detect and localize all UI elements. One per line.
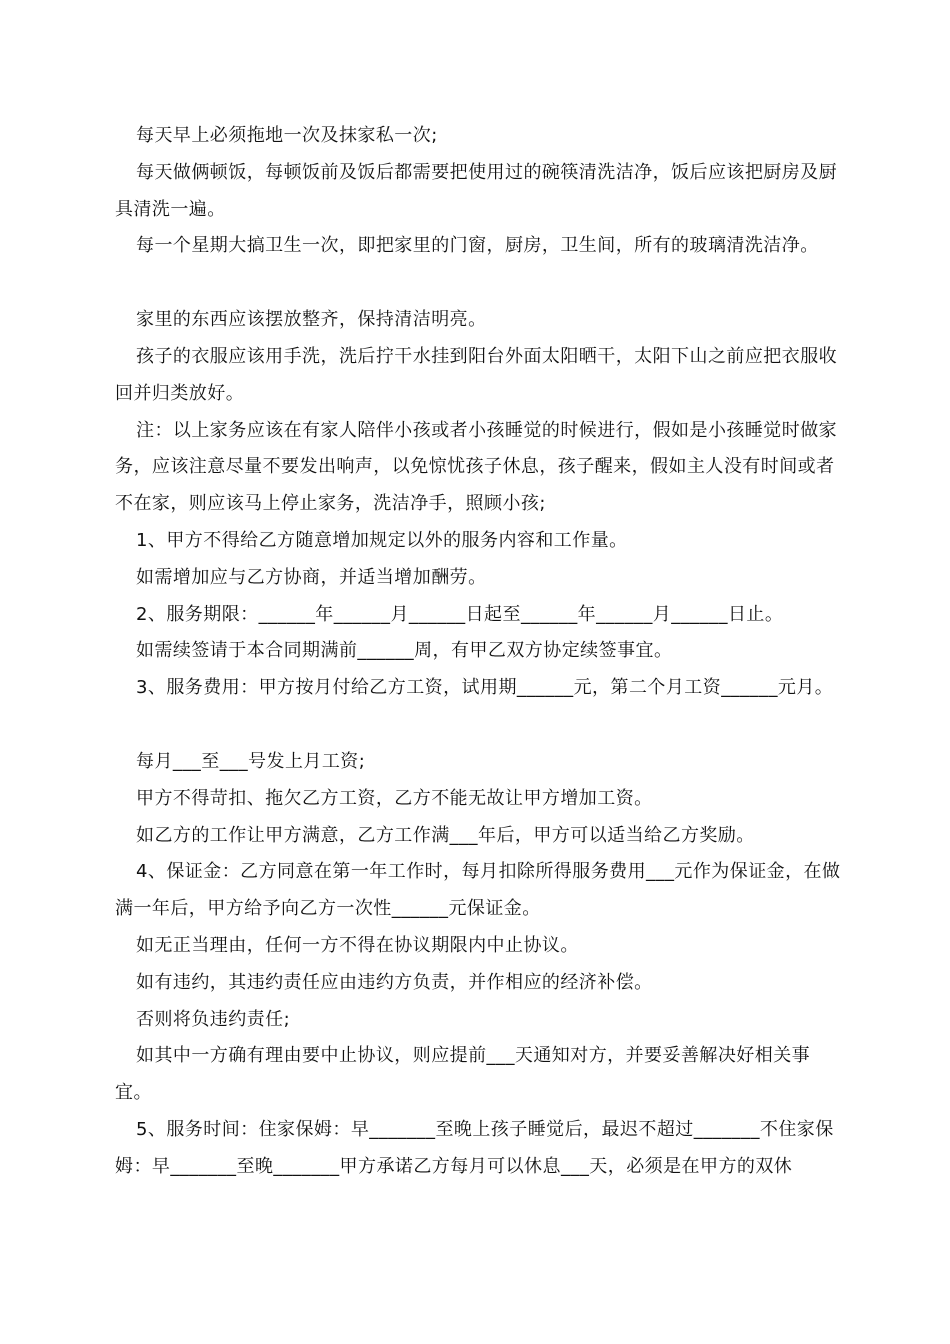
- paragraph: 4、保证金：乙方同意在第一年工作时，每月扣除所得服务费用___元作为保证金，在做满一年后，甲方给予向乙方一次性______元保证金。: [115, 861, 841, 920]
- paragraph: 如需续签请于本合同期满前______周，有甲乙双方协定续签事宜。: [136, 640, 673, 662]
- document-body: [115, 118, 845, 1186]
- paragraph: 每天早上必须拖地一次及抹家私一次;: [136, 125, 438, 146]
- paragraph: 5、服务时间：住家保姆：早_______至晚上孩子睡觉后，最迟不超过_______不住家保姆：早_______至晚_______甲方承诺乙方每月可以休息___天，必须是在甲方的双休: [115, 1118, 834, 1177]
- paragraph: 如乙方的工作让甲方满意，乙方工作满___年后，甲方可以适当给乙方奖励。: [136, 824, 755, 846]
- paragraph: 如需增加应与乙方协商，并适当增加酬劳。: [136, 566, 487, 588]
- paragraph: 注：以上家务应该在有家人陪伴小孩或者小孩睡觉的时候进行，假如是小孩睡觉时做家务，应该注意尽量不要发出响声，以免惊忧孩子休息，孩子醒来，假如主人没有时间或者不在家，则应该马上停止家务，洗洁净手，照顾小孩;: [115, 419, 838, 515]
- paragraph: 孩子的衣服应该用手洗，洗后拧干水挂到阳台外面太阳晒干，太阳下山之前应把衣服收回并归类放好。: [115, 345, 838, 404]
- paragraph: 2、服务期限：______年______月______日起至______年______月______日止。: [136, 603, 784, 625]
- paragraph: 如有违约，其违约责任应由违约方负责，并作相应的经济补偿。: [136, 971, 653, 993]
- paragraph: 如无正当理由，任何一方不得在协议期限内中止协议。: [136, 934, 579, 956]
- paragraph: 3、服务费用：甲方按月付给乙方工资，试用期______元，第二个月工资______元月。: [136, 677, 834, 699]
- paragraph: 家里的东西应该摆放整齐，保持清洁明亮。: [136, 309, 487, 331]
- paragraph: 如其中一方确有理由要中止协议，则应提前___天通知对方，并要妥善解决好相关事宜。: [115, 1045, 811, 1104]
- paragraph-spacer: [115, 707, 845, 744]
- paragraph: 甲方不得苛扣、拖欠乙方工资，乙方不能无故让甲方增加工资。: [136, 787, 653, 809]
- paragraph: 否则将负违约责任;: [136, 1008, 291, 1030]
- paragraph-spacer: [115, 265, 845, 302]
- paragraph: 每一个星期大搞卫生一次，即把家里的门窗，厨房，卫生间，所有的玻璃清洗洁净。: [136, 235, 819, 257]
- paragraph: 1、甲方不得给乙方随意增加规定以外的服务内容和工作量。: [136, 529, 628, 551]
- paragraph: 每月___至___号发上月工资;: [136, 750, 366, 772]
- paragraph: 每天做俩顿饭，每顿饭前及饭后都需要把使用过的碗筷清洗洁净，饭后应该把厨房及厨具清洗一遍。: [115, 161, 838, 220]
